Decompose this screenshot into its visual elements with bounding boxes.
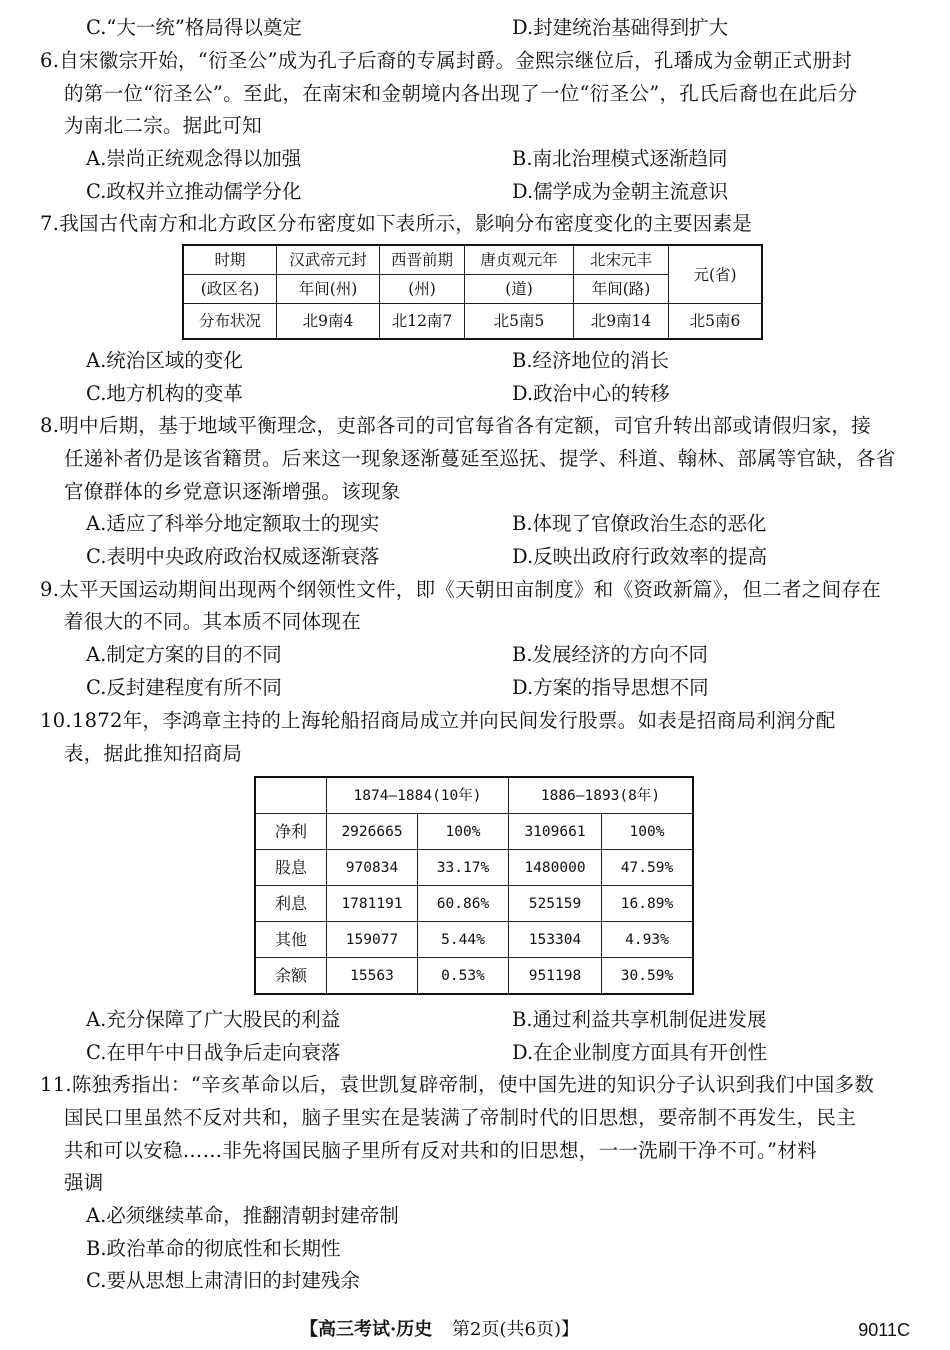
footer-page-number: 第2页(共6页)】 [452, 1319, 579, 1340]
q7-header-han: 汉武帝元封 [277, 245, 380, 275]
q6-option-d: D.儒学成为金朝主流意识 [512, 180, 729, 203]
q7-header-xijin: 西晋前期 [380, 245, 465, 275]
q10-cell-percent: 0.53% [418, 958, 509, 995]
q7-header-tang-sub: (道) [465, 275, 574, 304]
q7-option-c: C.地方机构的变革 [86, 382, 243, 405]
q11-stem-line-3: 共和可以安稳……非先将国民脑子里所有反对共和的旧思想，一一洗刷干净不可。”材料 [64, 1139, 817, 1162]
q10-cell-value: 951198 [509, 958, 602, 995]
q10-row-label: 净利 [255, 814, 327, 850]
q10-cell-value: 159077 [327, 922, 418, 958]
q11-stem-line-2: 国民口里虽然不反对共和，脑子里实在是装满了帝制时代的旧思想，要帝制不再发生，民主 [64, 1106, 857, 1129]
q10-cell-percent: 100% [602, 814, 694, 850]
q7-header-yuan: 元(省) [669, 245, 763, 304]
q10-profit-table [254, 776, 694, 995]
q10-row-label: 其他 [255, 922, 327, 958]
q9-stem-line-1: 9.太平天国运动期间出现两个纲领性文件，即《天朝田亩制度》和《资政新篇》，但二者之间存在 [40, 578, 882, 601]
q7-header-song: 北宋元丰 [574, 245, 669, 275]
q10-header-period-1: 1874—1884(10年) [327, 777, 509, 814]
q9-option-a: A.制定方案的目的不同 [86, 643, 282, 666]
q6-option-b: B.南北治理模式逐渐趋同 [512, 147, 728, 170]
q6-stem-line-1: 6.自宋徽宗开始，“衍圣公”成为孔子后裔的专属封爵。金熙宗继位后，孔璠成为金朝正式册封 [40, 49, 852, 72]
q7-option-d: D.政治中心的转移 [512, 382, 670, 405]
q7-header-song-sub: 年间(路) [574, 275, 669, 304]
q7-header-period: 时期 [183, 245, 277, 275]
q10-cell-value: 3109661 [509, 814, 602, 850]
page-footer [300, 1318, 579, 1342]
q7-row-label: 分布状况 [183, 304, 277, 340]
q8-option-d: D.反映出政府行政效率的提高 [512, 545, 768, 568]
q10-cell-percent: 30.59% [602, 958, 694, 995]
footer-exam-code: 9011C [858, 1320, 910, 1340]
q10-cell-percent: 100% [418, 814, 509, 850]
q10-cell-value: 525159 [509, 886, 602, 922]
q7-header-han-sub: 年间(州) [277, 275, 380, 304]
q8-stem-line-1: 8.明中后期，基于地域平衡理念，吏部各司的司官每省各有定额，司官升转出部或请假归家，接 [40, 414, 872, 437]
q7-cell-yuan: 北5南6 [669, 304, 763, 340]
q7-header-xijin-sub: (州) [380, 275, 465, 304]
q8-option-b: B.体现了官僚政治生态的恶化 [512, 512, 767, 535]
q10-cell-percent: 4.93% [602, 922, 694, 958]
q10-stem-line-1: 10.1872年，李鸿章主持的上海轮船招商局成立并向民间发行股票。如表是招商局利润分配 [40, 709, 836, 732]
q6-option-c: C.政权并立推动儒学分化 [86, 180, 302, 203]
q10-row-label: 利息 [255, 886, 327, 922]
q7-cell-song: 北9南14 [574, 304, 669, 340]
q6-stem-line-2: 的第一位“衍圣公”。至此，在南宋和金朝境内各出现了一位“衍圣公”，孔氏后裔也在此后分 [64, 82, 858, 105]
q8-option-c: C.表明中央政府政治权威逐渐衰落 [86, 545, 380, 568]
q8-stem-line-3: 官僚群体的乡党意识逐渐增强。该现象 [64, 480, 401, 503]
q7-header-period-sub: (政区名) [183, 275, 277, 304]
q9-option-d: D.方案的指导思想不同 [512, 676, 709, 699]
q10-stem-line-2: 表，据此推知招商局 [64, 742, 243, 765]
q6-option-a: A.崇尚正统观念得以加强 [86, 147, 302, 170]
q9-option-b: B.发展经济的方向不同 [512, 643, 709, 666]
q10-option-b: B.通过利益共享机制促进发展 [512, 1008, 767, 1031]
q7-option-b: B.经济地位的消长 [512, 349, 670, 372]
q10-cell-percent: 47.59% [602, 850, 694, 886]
q10-cell-value: 1480000 [509, 850, 602, 886]
q9-stem-line-2: 着很大的不同。其本质不同体现在 [64, 610, 362, 633]
q10-cell-percent: 33.17% [418, 850, 509, 886]
q11-stem-line-1: 11.陈独秀指出：“辛亥革命以后，袁世凯复辟帝制，使中国先进的知识分子认识到我们中国多数 [40, 1073, 875, 1096]
q8-option-a: A.适应了科举分地定额取士的现实 [86, 512, 380, 535]
q10-cell-percent: 60.86% [418, 886, 509, 922]
q10-option-d: D.在企业制度方面具有开创性 [512, 1041, 768, 1064]
q11-stem-line-4: 强调 [64, 1171, 104, 1194]
q7-cell-han: 北9南4 [277, 304, 380, 340]
q6-stem-line-3: 为南北二宗。据此可知 [64, 114, 263, 137]
q10-cell-value: 2926665 [327, 814, 418, 850]
q10-cell-value: 15563 [327, 958, 418, 995]
option-c: C.“大一统”格局得以奠定 [86, 16, 302, 39]
q9-option-c: C.反封建程度有所不同 [86, 676, 282, 699]
q10-row-label: 股息 [255, 850, 327, 886]
q10-header-period-2: 1886—1893(8年) [509, 777, 694, 814]
q10-cell-value: 153304 [509, 922, 602, 958]
q10-cell-value: 1781191 [327, 886, 418, 922]
option-d: D.封建统治基础得到扩大 [512, 16, 729, 39]
q10-header-blank [255, 777, 327, 814]
q7-header-tang: 唐贞观元年 [465, 245, 574, 275]
footer-exam-title: 【高三考试·历史 [300, 1319, 433, 1340]
q11-option-b: B.政治革命的彻底性和长期性 [86, 1237, 341, 1260]
q11-option-c: C.要从思想上肃清旧的封建残余 [86, 1269, 360, 1292]
q7-cell-xijin: 北12南7 [380, 304, 465, 340]
q10-row-label: 余额 [255, 958, 327, 995]
q10-option-a: A.充分保障了广大股民的利益 [86, 1008, 341, 1031]
q7-option-a: A.统治区域的变化 [86, 349, 243, 372]
q10-cell-percent: 16.89% [602, 886, 694, 922]
q7-density-table [182, 244, 763, 340]
q10-cell-percent: 5.44% [418, 922, 509, 958]
q11-option-a: A.必须继续革命，推翻清朝封建帝制 [86, 1204, 399, 1227]
q10-option-c: C.在甲午中日战争后走向衰落 [86, 1041, 341, 1064]
q7-cell-tang: 北5南5 [465, 304, 574, 340]
q8-stem-line-2: 任递补者仍是该省籍贯。后来这一现象逐渐蔓延至巡抚、提学、科道、翰林、部属等官缺，各省 [64, 447, 896, 470]
q10-cell-value: 970834 [327, 850, 418, 886]
q7-stem: 7.我国古代南方和北方政区分布密度如下表所示，影响分布密度变化的主要因素是 [40, 212, 753, 235]
